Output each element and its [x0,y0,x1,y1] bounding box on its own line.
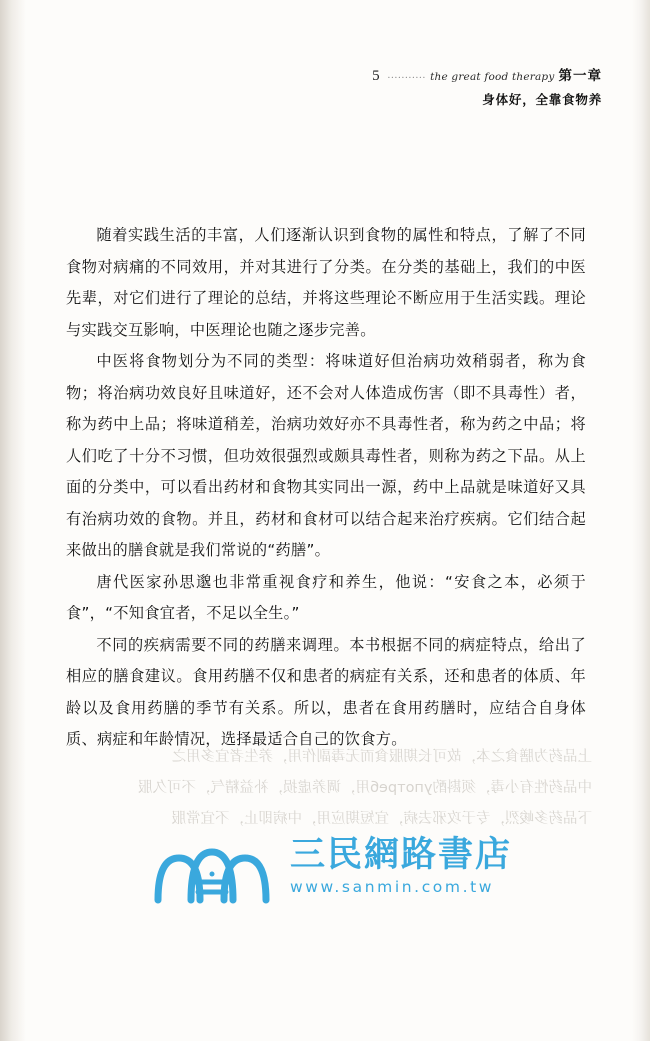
sanmin-logo-icon [148,830,276,904]
bleed-line: 上品药为膳食之本，故可长期服食而无毒副作用，养生者宜多用之 [171,749,592,765]
watermark [148,812,568,922]
header-dots: ........... [387,70,427,81]
watermark-brand: 三民網路書店 [290,835,513,876]
body-paragraph: 随着实践生活的丰富，人们逐渐认识到食物的属性和特点，了解了不同食物对病痛的不同效用，并对其进行了分类。在分类的基础上，我们的中医先辈，对它们进行了理论的总结，并将这些理论不断应用于生活实践。理论与实践交互影响，中医理论也随之逐步完善。 [66,226,586,339]
running-title-english: the great food therapy [430,71,555,83]
bleed-line: 下品药多峻烈，专于攻邪去病，宜短期应用，中病即止，不宜常服 [171,811,592,827]
body-paragraph: 中医将食物划分为不同的类型：将味道好但治病功效稍弱者，称为食物；将治病功效良好且味道好，还不会对人体造成伤害（即不具毒性）者，称为药中上品；将味道稍差，治病功效好亦不具毒性者，称为药之中品；将人们吃了十分不习惯，但功效很强烈或颇具毒性者，则称为药之下品。从上面的分类中，可以看出药材和食物其实同出一源，药中上品就是味道好又具有治病功效的食物。并且，药材和食材可以结合起来治疗疾病。它们结合起来做出的膳食就是我们常说的“药膳”。 [66,352,586,559]
bleed-line: 中品药性有小毒，须斟酌употреб用，调养虚损，补益精气，不可久服 [138,780,592,796]
watermark-text [290,835,513,897]
page-body [66,220,586,756]
page-header [302,64,602,108]
body-paragraph: 不同的疾病需要不同的药膳来调理。本书根据不同的病症特点，给出了相应的膳食建议。食用药膳不仅和患者的病症有关系，还和患者的体质、年龄以及食用药膳的季节有关系。所以，患者在食用药膳时，应结合自身体质、病症和年龄情况，选择最适合自己的饮食方。 [66,635,586,748]
body-paragraph: 唐代医家孙思邈也非常重视食疗和养生，他说：“安食之本，必须于食”，“不知食宜者，不足以全生。” [66,572,586,622]
watermark-url: www.sanmin.com.tw [290,878,495,897]
chapter-label: 第一章 [558,68,602,84]
page-number: 5 [372,68,380,84]
chapter-subtitle: 身体好，全靠食物养 [482,92,602,107]
bleed-through-text [58,742,592,835]
header-line-1 [302,64,602,85]
